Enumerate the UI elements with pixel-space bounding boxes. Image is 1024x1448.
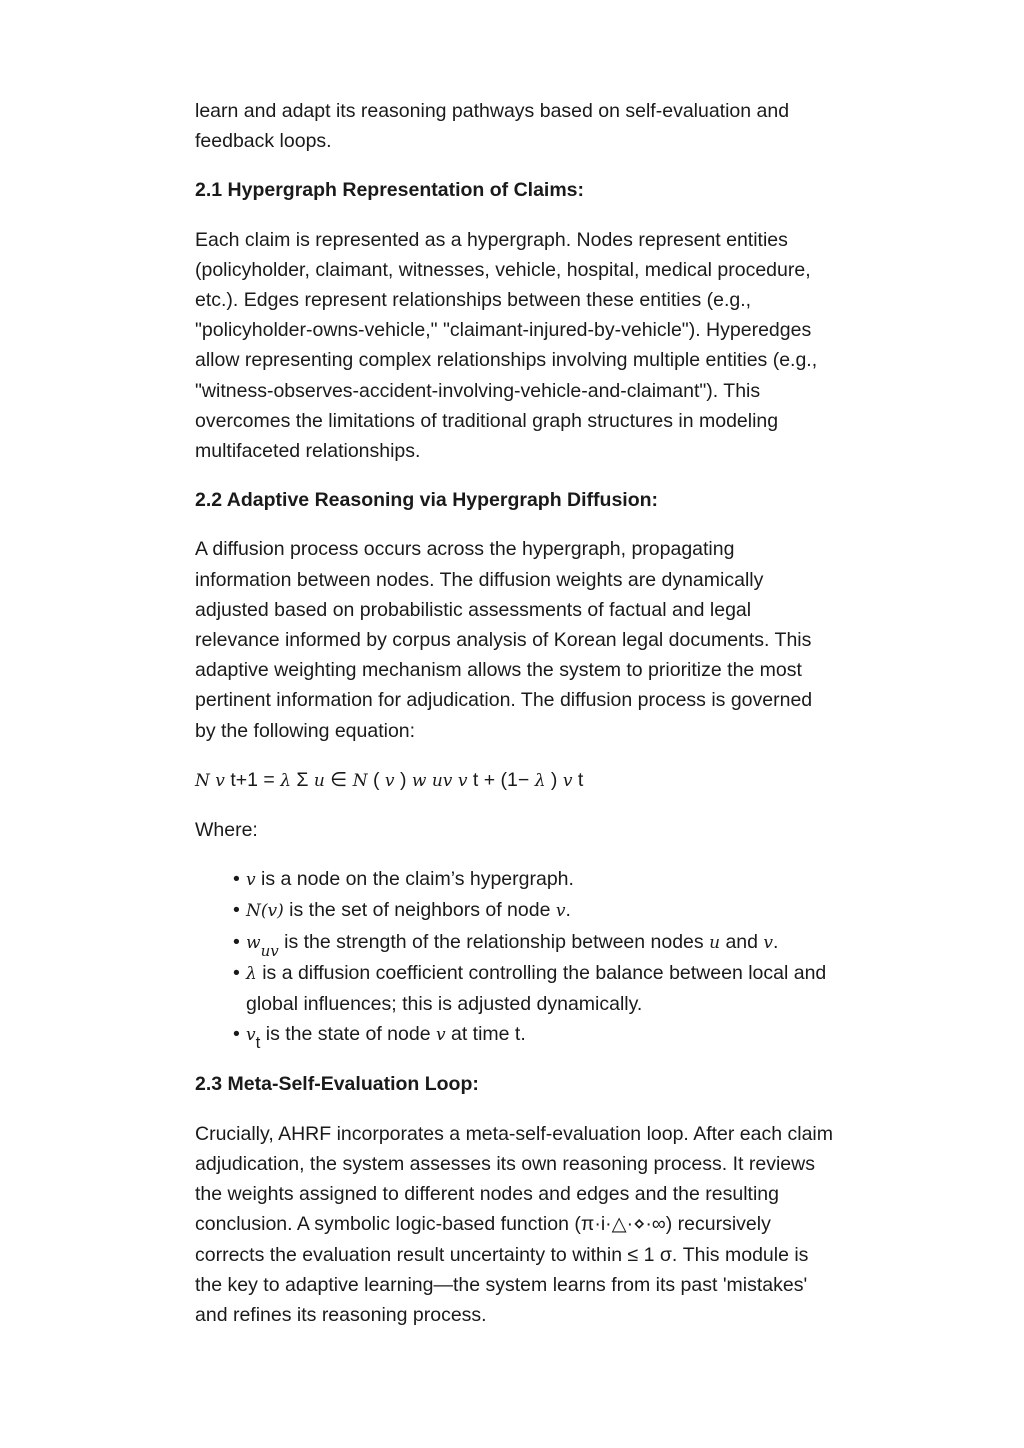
def-symbol: v [246,870,256,891]
def-trail-symbol: v [435,1025,446,1046]
document-page [195,96,835,1349]
def-trail: . [565,899,571,922]
diffusion-equation [195,765,835,796]
eq-w: w [411,770,427,791]
eq-rparen: ) [399,768,407,791]
eq-uv: uv [431,770,453,791]
eq-v2: v [384,770,395,791]
bullet-icon: • [233,1023,240,1046]
eq-v4: v [562,770,573,791]
eq-equals: = [263,768,275,791]
def-symbol: v [246,1025,256,1046]
def-mid-symbol: u [709,932,721,953]
definition-item [233,927,835,958]
bullet-icon: • [233,868,240,891]
definition-item [233,958,835,1019]
def-text: is the state of node [260,1023,436,1046]
def-text: is the strength of the relationship between nodes [278,930,710,953]
def-trail-symbol: v [555,901,566,922]
eq-t2: t [577,768,584,791]
def-trail: at time t. [445,1023,526,1046]
eq-one: (1 [500,768,518,791]
eq-close: ) [550,768,558,791]
section-2-1-heading: 2.1 Hypergraph Representation of Claims: [195,179,585,202]
section-2-3-heading: 2.3 Meta-Self-Evaluation Loop: [195,1073,479,1096]
def-mid: and [720,930,764,953]
eq-t: t [472,768,479,791]
bullet-icon: • [233,899,240,922]
intro-paragraph: learn and adapt its reasoning pathways based on self-evaluation and feedback loops. [195,100,790,153]
def-text: is a node on the claim’s hypergraph. [255,868,574,891]
eq-N2: N [352,770,368,791]
section-2-3-body: Crucially, AHRF incorporates a meta-self-evaluation loop. After each claim adjudication, the system assesses its own reasoning process. It reviews the weights assigned to different nodes and edges and the resulting conclusion. A symbolic logic-based function (π·i·△·⋄·∞) recursively corrects the evaluation result uncertainty to within ≤ 1 σ. This module is the key to adaptive learning—the system learns from its past 'mistakes' and refines its reasoning process. [195,1122,833,1326]
section-2-2-heading: 2.2 Adaptive Reasoning via Hypergraph Diffusion: [195,489,659,512]
eq-lambda: λ [280,770,291,791]
def-symbol: w [246,932,261,953]
eq-plus: + [483,768,496,791]
eq-t-plus-1: t+1 [230,768,258,791]
bullet-icon: • [233,961,240,984]
section-2-1-body: Each claim is represented as a hypergraph. Nodes represent entities (policyholder, claimant, witnesses, vehicle, hospital, medical procedure, etc.). Edges represent relationships between these entities (e.g., "policyholder-owns-vehicle," "claimant-injured-by-vehicle"). Hyperedges allow representing complex relationships involving multiple entities (e.g., "witness-observes-accident-involving-vehicle-and-claimant"). This overcomes the limitations of traditional graph structures in modeling multifaceted relationships. [195,228,818,463]
def-trail-symbol: v [763,932,774,953]
definition-item [233,895,835,926]
definition-item [233,1019,835,1053]
where-label: Where: [195,819,258,842]
def-subscript: t [255,1033,261,1053]
eq-lambda2: λ [534,770,546,791]
def-symbol: N(v) [246,901,284,922]
def-text: is a diffusion coefficient controlling the balance between local and global influences; this is adjusted dynamically. [246,961,827,1016]
section-2-2-body: A diffusion process occurs across the hypergraph, propagating information between nodes. The diffusion weights are dynamically adjusted based on probabilistic assessments of factual and legal relevance informed by corpus analysis of Korean legal documents. This adaptive weighting mechanism allows the system to prioritize the most pertinent information for adjudication. The diffusion process is governed by the following equation: [195,538,813,742]
definition-item [233,864,835,895]
eq-minus: − [517,768,530,791]
def-subscript: uv [260,941,279,960]
eq-v: v [215,770,225,791]
def-symbol: λ [246,963,257,984]
def-trail: . [773,930,779,953]
eq-v3: v [457,770,468,791]
eq-u: u [313,770,325,791]
eq-N: N [195,770,210,791]
eq-sigma: Σ [296,768,309,791]
eq-element-of: ∈ [330,768,348,791]
bullet-icon: • [233,930,240,953]
eq-lparen: ( [373,768,380,791]
definition-list [195,864,835,1053]
def-text: is the set of neighbors of node [283,899,556,922]
